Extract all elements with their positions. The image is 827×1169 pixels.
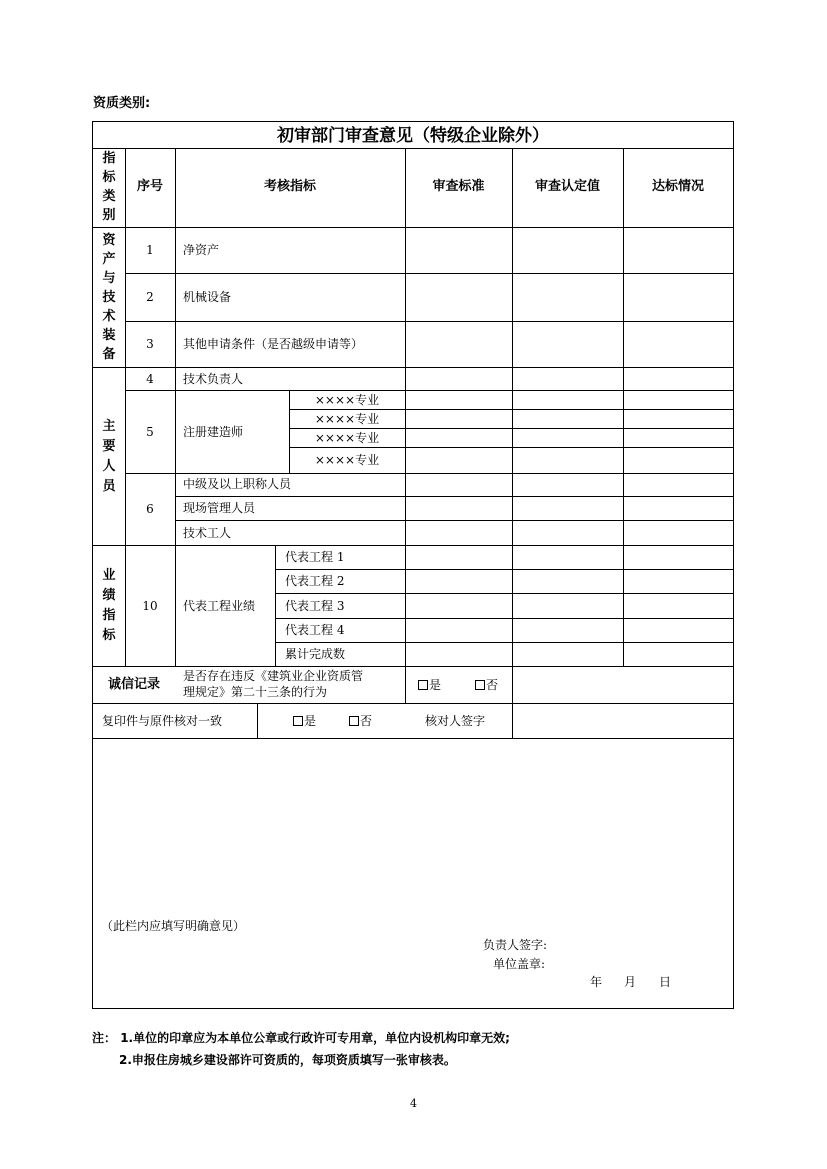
row-6-seq: 6 [146,502,154,516]
verify-checker-label: 核对人签字 [425,714,486,728]
header-indicator: 考核指标 [263,179,316,194]
section-assets-text: 资产与技术装备 [102,233,116,362]
qualification-category-label: 资质类别: [93,96,151,111]
perf-sub-4: 代表工程 4 [285,623,345,637]
section-performance [94,566,124,646]
verify-no-checkbox[interactable] [349,716,359,726]
note-1-text: 1.单位的印章应为本单位公章或行政许可专用章，单位内设机构印章无效; [120,1031,510,1045]
opinion-seal-label: 单位盖章: [493,957,546,971]
perf-sub-total: 累计完成数 [285,647,346,661]
row-5-sub-1: ××××专业 [314,393,380,407]
opinion-hint: （此栏内应填写明确意见） [101,919,246,933]
row-6-item-2: 现场管理人员 [183,501,256,515]
credit-no-checkbox[interactable] [475,680,485,690]
row-10-name: 代表工程业绩 [183,599,256,613]
page-number: 4 [410,1097,417,1110]
row-5-seq: 5 [146,425,154,439]
review-table [92,121,734,1009]
verify-yes-checkbox[interactable] [293,716,303,726]
perf-sub-2: 代表工程 2 [285,574,345,588]
row-3-seq: 3 [146,337,154,351]
note-1 [92,1027,510,1049]
notes [92,1027,510,1071]
section-credit: 诚信记录 [107,677,160,692]
row-5-sub-2: ××××专业 [314,412,380,426]
verify-no-option[interactable] [349,714,372,728]
header-category-text: 指标类别 [102,151,116,223]
header-category [94,149,124,225]
row-6-item-3: 技术工人 [183,526,232,540]
row-2-name: 机械设备 [183,290,232,304]
row-5-sub-4: ××××专业 [314,453,380,467]
row-3-name: 其他申请条件（是否越级申请等） [183,337,364,351]
verify-yes-option[interactable] [293,714,316,728]
table-title: 初审部门审查意见（特级企业除外） [277,126,549,146]
row-10-seq: 10 [142,599,158,613]
header-value: 审查认定值 [534,179,600,194]
row-2-seq: 2 [146,290,154,304]
row-1-name: 净资产 [183,243,220,257]
row-4-seq: 4 [146,372,154,386]
credit-no-option[interactable] [475,678,498,692]
section-assets [94,231,124,364]
header-standard: 审查标准 [432,179,485,194]
opinion-date-month: 月 [624,975,637,989]
opinion-date-year: 年 [590,975,603,989]
row-5-sub-3: ××××专业 [314,431,380,445]
note-2-text: 2.申报住房城乡建设部许可资质的，每项资质填写一张审核表。 [119,1053,456,1067]
credit-yes-label: 是 [429,678,442,692]
perf-sub-1: 代表工程 1 [285,550,345,564]
verify-no-label: 否 [360,714,373,728]
section-performance-text: 业绩指标 [102,568,116,643]
header-status: 达标情况 [651,179,704,194]
row-6-item-1: 中级及以上职称人员 [183,477,292,491]
opinion-date-day: 日 [659,975,672,989]
note-2 [92,1049,510,1071]
perf-sub-3: 代表工程 3 [285,599,345,613]
credit-question-line-1: 是否存在违反《建筑业企业资质管 [183,669,364,683]
verify-label: 复印件与原件核对一致 [102,714,223,728]
row-4-name: 技术负责人 [183,372,244,386]
section-personnel-text: 主要人员 [102,419,116,494]
section-personnel [94,417,124,497]
credit-no-label: 否 [486,678,499,692]
credit-yes-checkbox[interactable] [418,680,428,690]
row-5-name: 注册建造师 [183,425,244,439]
opinion-signer-label: 负责人签字: [483,938,548,952]
header-seq: 序号 [136,179,163,194]
note-prefix: 注： [92,1031,117,1045]
verify-yes-label: 是 [304,714,317,728]
row-1-seq: 1 [146,243,154,257]
credit-question-line-2: 理规定》第二十三条的行为 [183,685,328,699]
credit-yes-option[interactable] [418,678,441,692]
